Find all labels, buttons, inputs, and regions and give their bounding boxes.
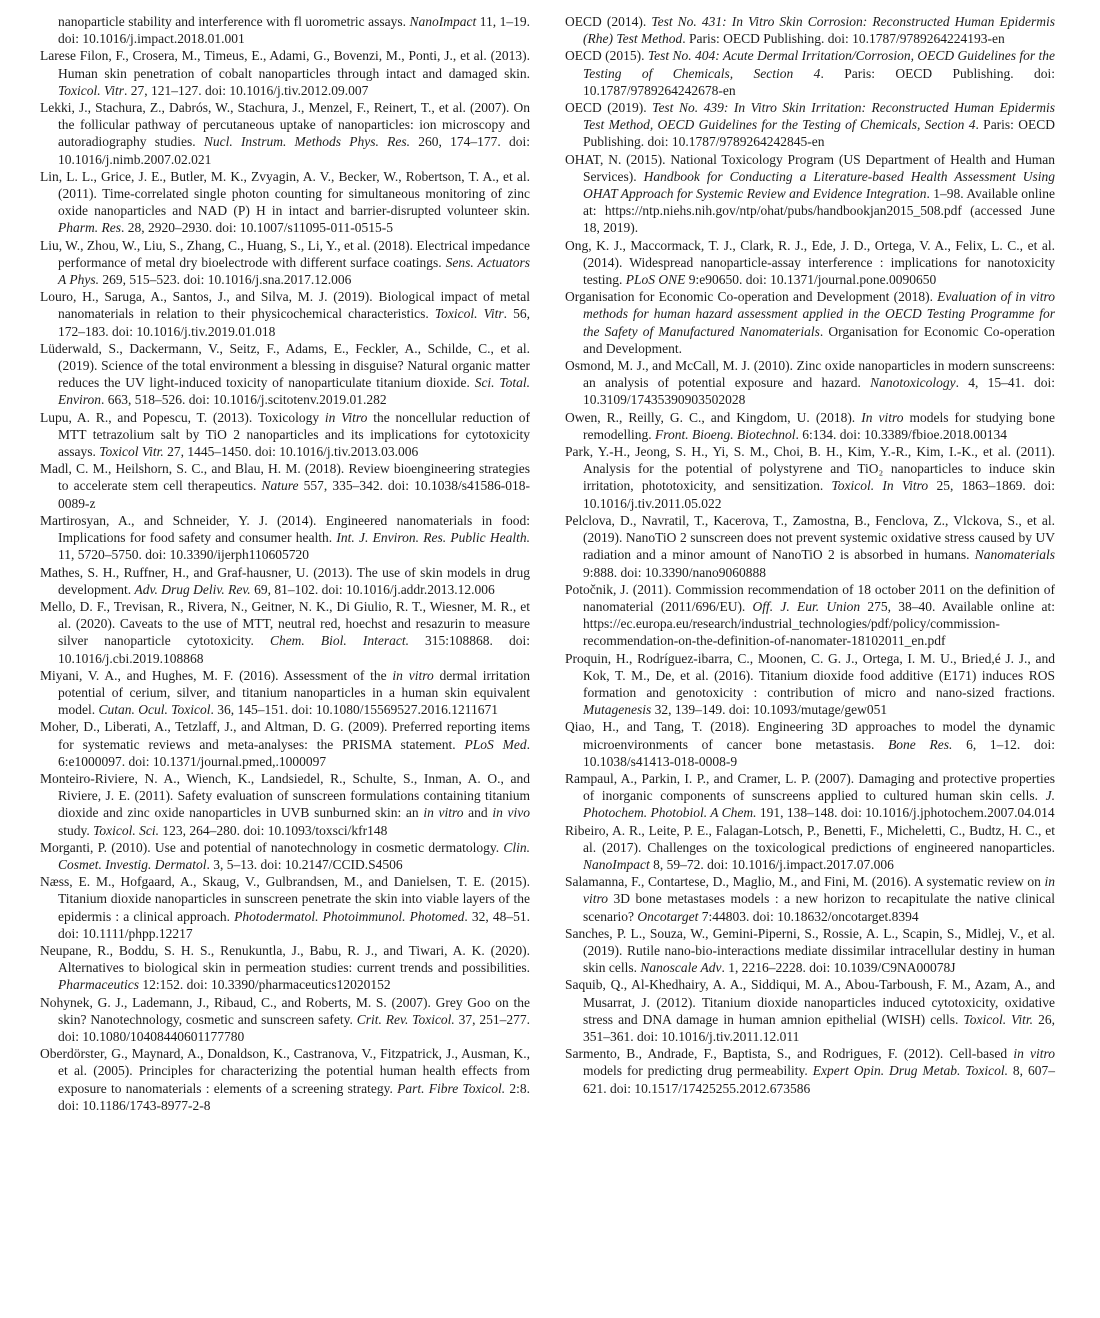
reference-entry (40, 237, 530, 289)
reference-text: 12:152. doi: 10.3390/pharmaceutics12020152 (138, 977, 391, 993)
reference-entry (565, 288, 1055, 357)
reference-entry (40, 718, 530, 770)
reference-text: 9:e90650. doi: 10.1371/journal.pone.0090650 (685, 272, 937, 288)
reference-entry (565, 47, 1055, 99)
reference-text: nanoparticle stability and interference with fl uorometric assays. (58, 14, 410, 29)
reference-text: OECD (2014). (565, 14, 652, 29)
reference-entry (565, 151, 1055, 237)
reference-text: . 1, 2216–2228. doi: 10.1039/C9NA00078J (721, 960, 956, 976)
reference-text: Park, Y.-H., Jeong, S. H., Yi, S. M., Choi, B. H., Kim, Y.-R., Kim, I.-K., et al. (2011). Analysis for the potential of polystyrene and TiO₂ nanoparticles to induce skin irritation, phototoxicity, and sensitization. (565, 444, 1055, 494)
reference-entry (40, 168, 530, 237)
reference-text: Monteiro-Riviere, N. A., Wiench, K., Landsiedel, R., Schulte, S., Inman, A. O., and Riviere, J. E. (2011). Safety evaluation of sunscreen formulations containing titanium dioxide and zinc oxide nanoparticles in UVB sunburned skin: an (40, 770, 530, 821)
reference-text: 2:8. doi: 10.1186/1743-8977-2-8 (58, 1080, 530, 1113)
reference-text: Pelclova, D., Navratil, T., Kacerova, T., Zamostna, B., Fenclova, Z., Vlckova, S., et al. (2019). NanoTiO 2 sunscreen does not prevent systemic oxidative stress caused by UV radiation and a minor amount of NanoTiO 2 is absorbed in humans. (565, 512, 1055, 563)
reference-text: . 28, 2920–2930. doi: 10.1007/s11095-011-0515-5 (121, 220, 393, 236)
reference-text: 25, 1863–1869. doi: 10.1016/j.tiv.2011.05.022 (583, 478, 1055, 511)
reference-italic-text: Nanotoxicology (870, 375, 956, 391)
reference-text: OHAT, N. (2015). National Toxicology Program (US Department of Health and Human Services). (565, 151, 1055, 184)
reference-italic-text: Off. J. Eur. Union (752, 598, 861, 614)
reference-italic-text: Toxicol. Vitr (434, 306, 504, 322)
reference-text: . 32, 48–51. doi: 10.1111/phpp.12217 (58, 908, 530, 941)
reference-entry (565, 443, 1055, 512)
reference-entry (40, 873, 530, 942)
reference-entry (565, 581, 1055, 650)
reference-text: OECD (2019). (565, 100, 653, 116)
reference-text: Larese Filon, F., Crosera, M., Timeus, E., Adami, G., Bovenzi, M., Ponti, J., et al. (2013). Human skin penetration of cobalt nanoparticles through intact and damaged skin. (40, 48, 530, 81)
reference-text: 9:888. doi: 10.3390/nano9060888 (583, 564, 766, 580)
reference-entry (40, 340, 530, 409)
reference-entry (40, 409, 530, 461)
reference-text: 11, 5720–5750. doi: 10.3390/ijerph110605720 (58, 547, 309, 563)
references-column-right (565, 13, 1055, 1114)
reference-italic-text: Toxicol. Vitr. (963, 1011, 1034, 1027)
references-section (40, 13, 1055, 1114)
reference-italic-text: Toxicol. Sci. (93, 822, 160, 838)
reference-italic-text: Evaluation of in vitro methods for human hazard assessment applied in the OECD Testing Programme for the Safety of Manufactured Nanomaterials (583, 289, 1056, 339)
reference-entry (565, 99, 1055, 151)
reference-text: Miyani, V. A., and Hughes, M. F. (2016). Assessment of the (40, 667, 393, 683)
reference-text: Mello, D. F., Trevisan, R., Rivera, N., Geitner, N. K., Di Giulio, R. T., Wiesner, M. R., et al. (2020). Caveats to the use of MTT, neutral red, hoechst and resazurin to measure silver nanoparticle cytotoxicity. (40, 598, 530, 649)
reference-italic-text: Part. Fibre Toxicol. (397, 1080, 506, 1096)
reference-italic-text: in vitro (423, 805, 464, 821)
reference-text: and (463, 805, 493, 821)
reference-italic-text: Sens. Actuators A Phys. (58, 254, 531, 288)
reference-entry (40, 564, 530, 598)
reference-entry (565, 357, 1055, 409)
reference-italic-text: Pharm. Res (58, 220, 121, 236)
reference-text: 26, 351–361. doi: 10.1016/j.tiv.2011.12.011 (583, 1011, 1056, 1044)
reference-text: . 6:e1000097. doi: 10.1371/journal.pmed,.1000097 (58, 736, 531, 769)
reference-entry (565, 409, 1055, 443)
reference-text: . 56, 172–183. doi: 10.1016/j.tiv.2019.01.018 (58, 306, 530, 339)
reference-entry (40, 994, 530, 1046)
reference-text: Ribeiro, A. R., Leite, P. E., Falagan-Lotsch, P., Benetti, F., Micheletti, C., Budtz, H. C., et al. (2017). Challenges on the toxicological predictions of engineered nanoparticles. (565, 822, 1055, 855)
reference-text: 8, 59–72. doi: 10.1016/j.impact.2017.07.006 (649, 856, 894, 872)
reference-italic-text: in vitro (392, 667, 434, 683)
reference-entry (565, 1045, 1055, 1097)
reference-text: Lin, L. L., Grice, J. E., Butler, M. K., Zvyagin, A. V., Becker, W., Robertson, T. A., et al. (2011). Time-correlated single photon counting for simultaneous monitoring of zinc oxide nanoparticles and NAD (P) H in intact and barrier-disrupted volunteer skin. (40, 168, 530, 219)
reference-text: Ong, K. J., Maccormack, T. J., Clark, R. J., Ede, J. D., Ortega, V. A., Felix, L. C., et al. (2014). Widespread nanoparticle-assay interference : implications for nanotoxicity testing. (565, 237, 1055, 288)
reference-text: Nohynek, G. J., Lademann, J., Ribaud, C., and Roberts, M. S. (2007). Grey Goo on the skin? Nanotechnology, cosmetic and sunscreen safety. (40, 994, 530, 1027)
reference-text: . Paris: OECD Publishing. doi: 10.1787/9789264242678-en (583, 65, 1056, 98)
reference-text: Morganti, P. (2010). Use and potential of nanotechnology in cosmetic dermatology. (40, 839, 504, 855)
reference-text: the noncellular reduction of MTT tetrazolium salt by TiO 2 nanoparticles and its implications for cytotoxicity assays. (58, 409, 530, 460)
reference-entry (40, 770, 530, 839)
reference-italic-text: Toxicol. Vitr (58, 82, 125, 98)
reference-text: 32, 139–149. doi: 10.1093/mutage/gew051 (651, 702, 888, 718)
reference-text: dermal irritation potential of cerium, silver, and titanium nanoparticles in a human skin equivalent model. (58, 667, 531, 718)
reference-text: . 663, 518–526. doi: 10.1016/j.scitotenv.2019.01.282 (101, 392, 387, 408)
reference-entry (565, 650, 1055, 719)
reference-italic-text: Toxicol. In Vitro (831, 478, 929, 494)
reference-italic-text: in Vitro (324, 409, 368, 425)
reference-text: . 36, 145–151. doi: 10.1080/15569527.2016.1211671 (210, 702, 499, 718)
reference-text: 557, 335–342. doi: 10.1038/s41586-018-0089-z (58, 478, 530, 511)
reference-text: 315:108868. doi: 10.1016/j.cbi.2019.108868 (58, 633, 530, 666)
reference-text: . Organisation for Economic Co-operation and Development. (583, 323, 1055, 356)
reference-entry (40, 99, 530, 168)
reference-text: Salamanna, F., Contartese, D., Maglio, M., and Fini, M. (2016). A systematic review on (565, 874, 1045, 890)
reference-text: Louro, H., Saruga, A., Santos, J., and Silva, M. J. (2019). Biological impact of metal nanomaterials in relation to their physicochemical characteristics. (40, 289, 530, 322)
reference-italic-text: Pharmaceutics (58, 977, 139, 993)
reference-text: . Paris: OECD Publishing. doi: 10.1787/9789264242845-en (583, 117, 1056, 150)
reference-italic-text: Nanoscale Adv (640, 960, 722, 976)
reference-italic-text: Photodermatol. Photoimmunol. Photomed (234, 908, 465, 924)
reference-italic-text: PLoS ONE (625, 272, 686, 288)
reference-italic-text: In vitro (861, 409, 904, 425)
reference-text: Lüderwald, S., Dackermann, V., Seitz, F., Adams, E., Feckler, A., Schilde, C., et al. (2019). Science of the total environment a blessing in disguise? Natural organic matter reduces the UV light-induced toxicity of nanoparticulate titanium dioxide. (40, 340, 530, 391)
reference-italic-text: Expert Opin. Drug Metab. Toxicol. (812, 1063, 1008, 1079)
reference-entry (565, 770, 1055, 822)
reference-text: Organisation for Economic Co-operation and Development (2018). (565, 289, 938, 305)
reference-text: OECD (2015). (565, 48, 648, 64)
reference-italic-text: Int. J. Environ. Res. Public Health. (336, 530, 530, 546)
reference-text: Rampaul, A., Parkin, I. P., and Cramer, L. P. (2007). Damaging and protective properties of inorganic components of sunscreens applied to cultured human skin cells. (565, 770, 1055, 804)
reference-italic-text: in vitro (1013, 1046, 1056, 1062)
reference-text: Owen, R., Reilly, G. C., and Kingdom, U. (2018). (565, 409, 862, 425)
reference-italic-text: Toxicol Vitr. (99, 444, 164, 460)
reference-italic-text: Clin. Cosmet. Investig. Dermatol (58, 839, 530, 872)
reference-text: Potočnik, J. (2011). Commission recommendation of 18 october 2011 on the definition of nanomaterial (2011/696/EU). (565, 581, 1055, 614)
reference-text: 37, 251–277. doi: 10.1080/10408440601177780 (58, 1011, 531, 1044)
reference-text: 123, 264–280. doi: 10.1093/toxsci/kfr148 (159, 822, 388, 838)
reference-text: Saquib, Q., Al-Khedhairy, A. A., Siddiqui, M. A., Abou-Tarboush, F. M., Azam, A., and Musarrat, J. (2012). Titanium dioxide nanoparticles induced cytotoxicity, oxidative stress and DNA damage in human amnion epithelial (WISH) cells. (565, 977, 1055, 1027)
reference-text: 6, 1–12. doi: 10.1038/s41413-018-0008-9 (583, 736, 1055, 769)
reference-text: Sanches, P. L., Souza, W., Gemini-Piperni, S., Rossie, A. L., Scapin, S., Midlej, V., et al. (2019). Rutile nano-bio-interactions mediate dissimilar intracellular destiny in human skin cells. (565, 925, 1055, 976)
reference-text: 260, 174–177. doi: 10.1016/j.nimb.2007.02.021 (58, 134, 530, 167)
reference-text: . 3, 5–13. doi: 10.2147/CCID.S4506 (206, 856, 403, 872)
reference-entry (40, 1045, 530, 1114)
reference-text: 27, 1445–1450. doi: 10.1016/j.tiv.2013.03.006 (163, 444, 419, 460)
reference-text: study. (58, 822, 94, 838)
reference-entry (40, 839, 530, 873)
reference-entry (565, 873, 1055, 925)
reference-text: 275, 38–40. Available online at: https://ec.europa.eu/research/industrial_technologies/pdf/policy/commission-recommendation-on-the-definition-of-nanomater-18102011_en.pdf (583, 598, 1055, 649)
reference-text: 191, 138–148. doi: 10.1016/j.jphotochem.2007.04.014 (756, 805, 1055, 821)
reference-italic-text: Mutagenesis (583, 702, 652, 718)
reference-italic-text: Handbook for Conducting a Literature-based Health Assessment Using OHAT Approach for Systemic Review and Evidence Integration (583, 168, 1055, 202)
reference-text: Liu, W., Zhou, W., Liu, S., Zhang, C., Huang, S., Li, Y., et al. (2018). Electrical impedance performance of metal dry bioelectrode with different surface coatings. (40, 237, 530, 270)
reference-entry (565, 237, 1055, 289)
reference-text: . 6:134. doi: 10.3389/fbioe.2018.00134 (795, 426, 1007, 442)
reference-text: Lupu, A. R., and Popescu, T. (2013). Toxicology (40, 409, 325, 425)
reference-italic-text: J. Photochem. Photobiol. A Chem. (583, 788, 1055, 821)
reference-text: 11, 1–19. doi: 10.1016/j.impact.2018.01.001 (58, 14, 530, 47)
reference-italic-text: Oncotarget (637, 908, 699, 924)
reference-text: Neupane, R., Boddu, S. H. S., Renukuntla, J., Babu, R. J., and Tiwari, A. K. (2020). Alternatives to biological skin in permeation studies: current trends and possibilities. (40, 942, 530, 976)
reference-entry (565, 512, 1055, 581)
reference-italic-text: Front. Bioeng. Biotechnol (654, 426, 796, 442)
reference-italic-text: Crit. Rev. Toxicol. (356, 1011, 455, 1027)
reference-italic-text: Chem. Biol. Interact. (269, 633, 409, 649)
reference-entry (565, 13, 1055, 47)
reference-entry (565, 822, 1055, 874)
reference-text: Moher, D., Liberati, A., Tetzlaff, J., and Altman, D. G. (2009). Preferred reporting items for systematic reviews and meta-analyses: the PRISMA statement. (40, 719, 530, 752)
reference-italic-text: Nucl. Instrum. Methods Phys. Res. (203, 134, 411, 150)
reference-italic-text: Cutan. Ocul. Toxicol (98, 702, 211, 718)
reference-italic-text: Nanomaterials (974, 547, 1055, 563)
references-column-left (40, 13, 530, 1114)
reference-text: Osmond, M. J., and McCall, M. J. (2010). Zinc oxide nanoparticles in modern sunscreens: an analysis of potential exposure and hazard. (565, 358, 1055, 391)
reference-text: models for studying bone remodelling. (583, 409, 1055, 442)
reference-entry (565, 718, 1055, 770)
reference-entry (40, 667, 530, 719)
reference-text: . Paris: OECD Publishing. doi: 10.1787/9789264224193-en (682, 31, 1005, 47)
reference-italic-text: PLoS Med (464, 736, 527, 752)
reference-text: . 1–98. Available online at: https://ntp.niehs.nih.gov/ntp/ohat/pubs/handbookjan2015_508.pdf (accessed June 18, 2019). (583, 186, 1055, 236)
reference-entry (40, 47, 530, 99)
reference-entry (40, 942, 530, 994)
reference-italic-text: in vivo (492, 805, 530, 821)
reference-italic-text: Test No. 439: In Vitro Skin Irritation: Reconstructed Human Epidermis Test Method, OECD Guidelines for the Testing of Chemicals, Section 4 (583, 100, 1055, 133)
reference-text: 8, 607–621. doi: 10.1517/17425255.2012.673586 (583, 1063, 1055, 1096)
reference-entry (565, 976, 1055, 1045)
reference-text: Proquin, H., Rodríguez-ibarra, C., Moonen, C. G. J., Ortega, I. M. U., Bried,é J. J., and Kok, T. M., De, et al. (2016). Titanium dioxide food additive (E171) induces ROS formation and genotoxicity : contribution of micro and nano-sized fractions. (565, 650, 1055, 700)
reference-italic-text: Test No. 431: In Vitro Skin Corrosion: Reconstructed Human Epidermis (Rhe) Test Method (583, 14, 1055, 47)
reference-entry (565, 925, 1055, 977)
reference-entry (40, 13, 530, 47)
reference-text: Martirosyan, A., and Schneider, Y. J. (2014). Engineered nanomaterials in food: Implications for food safety and consumer health. (40, 512, 530, 546)
reference-text: 3D bone metastases models : a new horizon to recapitulate the native clinical scenario? (583, 891, 1055, 924)
reference-entry (40, 460, 530, 512)
reference-italic-text: Test No. 404: Acute Dermal Irritation/Corrosion, OECD Guidelines for the Testing of Chemicals, Section 4 (583, 48, 1056, 81)
reference-text: . 27, 121–127. doi: 10.1016/j.tiv.2012.09.007 (124, 82, 369, 98)
reference-text: models for predicting drug permeability. (583, 1063, 813, 1079)
reference-text: . 4, 15–41. doi: 10.3109/17435390903502028 (583, 375, 1055, 408)
reference-italic-text: Sci. Total. Environ (58, 375, 530, 408)
reference-italic-text: Nature (261, 478, 299, 494)
reference-entry (40, 598, 530, 667)
reference-text: Lekki, J., Stachura, Z., Dabrós, W., Stachura, J., Menzel, F., Reinert, T., et al. (2007). On the follicular pathway of percutaneous uptake of nanoparticles: ion microscopy and autoradiography studies. (40, 100, 530, 150)
reference-text: Næss, E. M., Hofgaard, A., Skaug, V., Gulbrandsen, M., and Danielsen, T. E. (2015). Titanium dioxide nanoparticles in sunscreen penetrate the skin into viable layers of the epidermis : a clinical approach. (40, 874, 530, 924)
reference-italic-text: in vitro (583, 874, 1055, 907)
reference-text: 69, 81–102. doi: 10.1016/j.addr.2013.12.006 (250, 581, 495, 597)
reference-italic-text: Adv. Drug Deliv. Rev. (134, 581, 251, 597)
reference-italic-text: NanoImpact (409, 14, 477, 29)
reference-italic-text: Bone Res. (888, 736, 953, 752)
reference-text: 7:44803. doi: 10.18632/oncotarget.8394 (698, 908, 919, 924)
reference-text: Qiao, H., and Tang, T. (2018). Engineering 3D approaches to model the dynamic microenvironments of cancer bone metastasis. (565, 719, 1055, 752)
reference-entry (40, 512, 530, 564)
reference-text: Madl, C. M., Heilshorn, S. C., and Blau, H. M. (2018). Review bioengineering strategies to accelerate stem cell therapeutics. (40, 461, 530, 494)
reference-entry (40, 288, 530, 340)
reference-italic-text: NanoImpact (583, 856, 650, 872)
reference-text: Oberdörster, G., Maynard, A., Donaldson, K., Castranova, V., Fitzpatrick, J., Ausman, K., et al. (2005). Principles for characterizing the potential human health effects from exposure to nanomaterials : elements of a screening strategy. (40, 1046, 530, 1096)
reference-text: Sarmento, B., Andrade, F., Baptista, S., and Rodrigues, F. (2012). Cell-based (565, 1046, 1014, 1062)
reference-text: 269, 515–523. doi: 10.1016/j.sna.2017.12.006 (99, 272, 352, 288)
reference-text: Mathes, S. H., Ruffner, H., and Graf-hausner, U. (2013). The use of skin models in drug development. (40, 564, 530, 597)
